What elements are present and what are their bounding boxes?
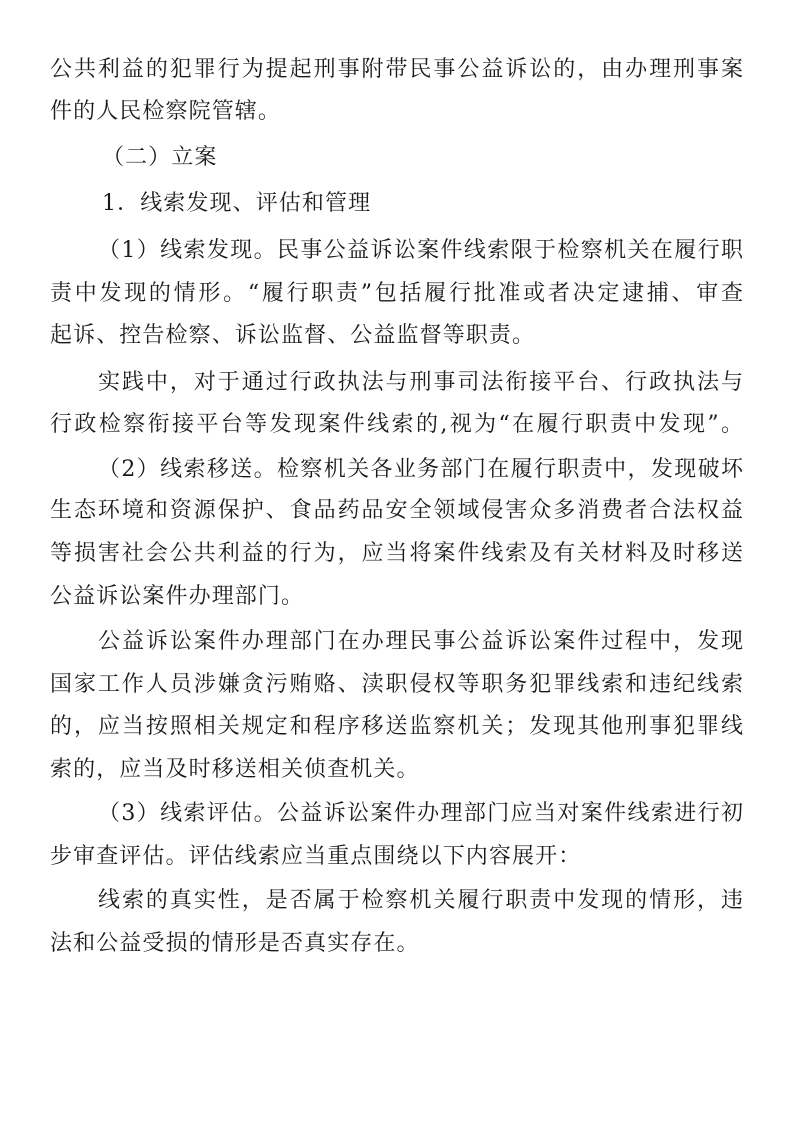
section-heading: （二）立案 — [102, 145, 218, 170]
paragraph-line: （1）线索发现。民事公益诉讼案件线索限于检察机关在履行职 — [98, 238, 743, 263]
paragraph-line: （2）线索移送。检察机关各业务部门在履行职责中，发现破坏 — [98, 457, 743, 482]
subsection-heading: 1．线索发现、评估和管理 — [102, 191, 372, 216]
paragraph-line: 起诉、控告检察、诉讼监督、公益监督等职责。 — [50, 323, 536, 348]
paragraph-line: 国家工作人员涉嫌贪污贿赂、渎职侵权等职务犯罪线索和违纪线索 — [50, 672, 743, 697]
paragraph-line: 实践中，对于通过行政执法与刑事司法衔接平台、行政执法与 — [98, 370, 743, 395]
paragraph-line: 公益诉讼案件办理部门在办理民事公益诉讼案件过程中，发现 — [98, 629, 743, 654]
paragraph-line: 责中发现的情形。“履行职责”包括履行批准或者决定逮捕、审查 — [50, 281, 743, 306]
paragraph-line: 索的，应当及时移送相关侦查机关。 — [50, 757, 420, 782]
paragraph-line: 公益诉讼案件办理部门。 — [50, 584, 305, 609]
paragraph-line: 生态环境和资源保护、食品药品安全领域侵害众多消费者合法权益 — [50, 498, 743, 523]
paragraph-line: 等损害社会公共利益的行为，应当将案件线索及有关材料及时移送 — [50, 541, 743, 566]
paragraph-line: （3）线索评估。公益诉讼案件办理部门应当对案件线索进行初 — [98, 801, 743, 826]
paragraph-line: 的，应当按照相关规定和程序移送监察机关；发现其他刑事犯罪线 — [50, 714, 743, 739]
paragraph-line: 步审查评估。评估线索应当重点围绕以下内容展开： — [50, 844, 582, 869]
paragraph-line: 行政检察衔接平台等发现案件线索的,视为“在履行职责中发现”。 — [50, 412, 743, 437]
paragraph-line: 线索的真实性，是否属于检察机关履行职责中发现的情形，违 — [98, 888, 743, 913]
paragraph-line: 法和公益受损的情形是否真实存在。 — [50, 931, 420, 956]
paragraph-line: 公共利益的犯罪行为提起刑事附带民事公益诉讼的，由办理刑事案 — [50, 57, 743, 82]
paragraph-line: 件的人民检察院管辖。 — [50, 99, 282, 124]
